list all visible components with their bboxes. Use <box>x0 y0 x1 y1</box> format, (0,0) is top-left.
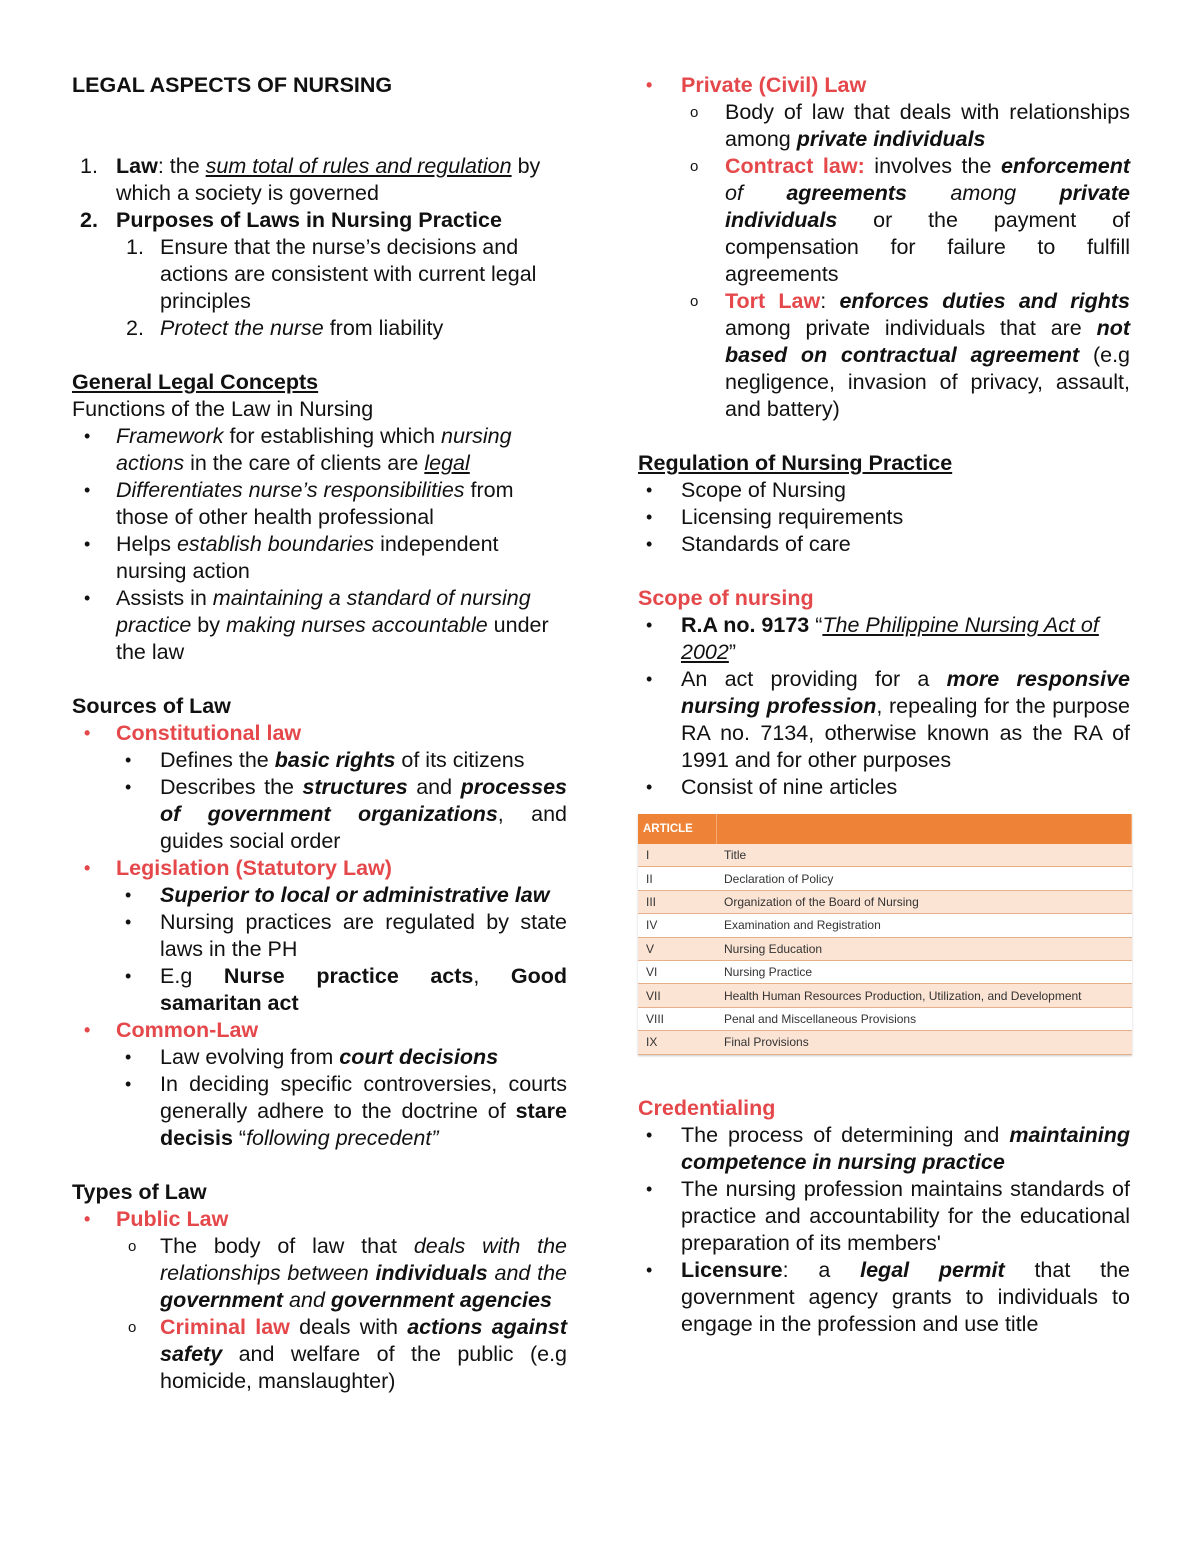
purpose-item: 1. Ensure that the nurse’s decisions and actions are consistent with current legal principles <box>126 235 537 313</box>
scope-bullet: • Consist of nine articles <box>646 775 898 799</box>
function-bullet: • Differentiates nurse’s responsibilities from those of other health professional <box>84 478 514 529</box>
legislation-subbullet: • Nursing practices are regulated by state laws in the PH <box>125 910 567 961</box>
law-definition-item: 1. Law: the sum total of rules and regulation by which a society is governed <box>80 154 541 205</box>
credentialing-heading: Credentialing <box>638 1095 776 1120</box>
scope-bullet: • R.A no. 9173 “The Philippine Nursing Act of 2002” <box>646 613 1099 664</box>
purpose-item: 2. Protect the nurse from liability <box>126 316 444 340</box>
legislation-subbullet: • Superior to local or administrative law <box>125 883 550 907</box>
private-law-subitem: o Contract law: involves the enforcement of agreements among private individuals or the payment of compensation for failure to fulfill agreements <box>690 154 1131 286</box>
general-legal-concepts-heading: General Legal Concepts <box>72 370 319 394</box>
legislation-label: • Legislation (Statutory Law) <box>84 856 392 880</box>
credentialing-bullet: • The process of determining and maintaining competence in nursing practice <box>646 1122 1130 1174</box>
regulation-heading: Regulation of Nursing Practice <box>638 451 953 475</box>
scope-of-nursing-heading: Scope of nursing <box>638 586 814 610</box>
types-of-law-heading: Types of Law <box>72 1180 207 1204</box>
regulation-item: • Scope of Nursing <box>646 478 846 502</box>
article-header: ARTICLE <box>638 814 716 844</box>
private-law-label: • Private (Civil) Law <box>646 73 867 97</box>
legislation-subbullet: • E.g Nurse practice acts, Good samaritan act <box>125 964 568 1015</box>
purposes-heading: 2. Purposes of Laws in Nursing Practice <box>80 208 502 232</box>
function-bullet: • Assists in maintaining a standard of nursing practice by making nurses accountable under the law <box>84 586 549 664</box>
function-bullet: • Framework for establishing which nursing actions in the care of clients are legal <box>84 424 512 475</box>
constitutional-subbullet: • Defines the basic rights of its citizens <box>125 748 525 772</box>
common-law-subbullet: • Law evolving from court decisions <box>125 1045 499 1069</box>
right-column <box>638 72 1130 1338</box>
table-row: VIII Penal and Miscellaneous Provisions <box>638 1007 1132 1030</box>
public-law-subitem: o The body of law that deals with the relationships between individuals and the government and government agencies <box>128 1234 568 1312</box>
sources-of-law-heading: Sources of Law <box>72 694 231 718</box>
public-law-subitem: o Criminal law deals with actions against safety and welfare of the public (e.g homicide, manslaughter) <box>128 1315 567 1393</box>
table-row: IV Examination and Registration <box>638 914 1132 937</box>
table-row: IX Final Provisions <box>638 1031 1132 1054</box>
scope-bullet: • An act providing for a more responsive nursing profession, repealing for the purpose RA no. 7134, otherwise known as the RA of 1991 and for other purposes <box>646 667 1130 772</box>
document-title: LEGAL ASPECTS OF NURSING <box>72 73 393 97</box>
constitutional-subbullet: • Describes the structures and processes of government organizations, and guides social order <box>125 775 567 853</box>
table-row: VI Nursing Practice <box>638 960 1132 983</box>
table-row: II Declaration of Policy <box>638 867 1132 890</box>
regulation-item: • Licensing requirements <box>646 505 904 529</box>
function-bullet: • Helps establish boundaries independent nursing action <box>84 532 499 583</box>
constitutional-law-label: • Constitutional law <box>84 721 302 745</box>
functions-subheading: Functions of the Law in Nursing <box>72 397 374 421</box>
table-row: I Title <box>638 844 1132 867</box>
table-row: III Organization of the Board of Nursing <box>638 890 1132 913</box>
table-row: V Nursing Education <box>638 937 1132 960</box>
private-law-subitem: o Tort Law: enforces duties and rights among private individuals that are not based on contractual agreement (e.g negligence, invasion of privacy, assault, and battery) <box>690 289 1130 421</box>
credentialing-bullet: • The nursing profession maintains standards of practice and accountability for the educational preparation of its members' <box>646 1176 1130 1255</box>
regulation-item: • Standards of care <box>646 532 851 556</box>
public-law-label: • Public Law <box>84 1207 229 1231</box>
common-law-subbullet: • In deciding specific controversies, courts generally adhere to the doctrine of stare decisis “following precedent” <box>125 1072 567 1150</box>
private-law-subitem: o Body of law that deals with relationships among private individuals <box>690 100 1130 151</box>
credentialing-bullet: • Licensure: a legal permit that the government agency grants to individuals to engage in the profession and use title <box>646 1257 1130 1336</box>
table-row: VII Health Human Resources Production, Utilization, and Development <box>638 984 1132 1007</box>
common-law-label: • Common-Law <box>84 1018 259 1042</box>
left-column <box>72 72 567 1395</box>
article-table <box>638 814 1132 1055</box>
